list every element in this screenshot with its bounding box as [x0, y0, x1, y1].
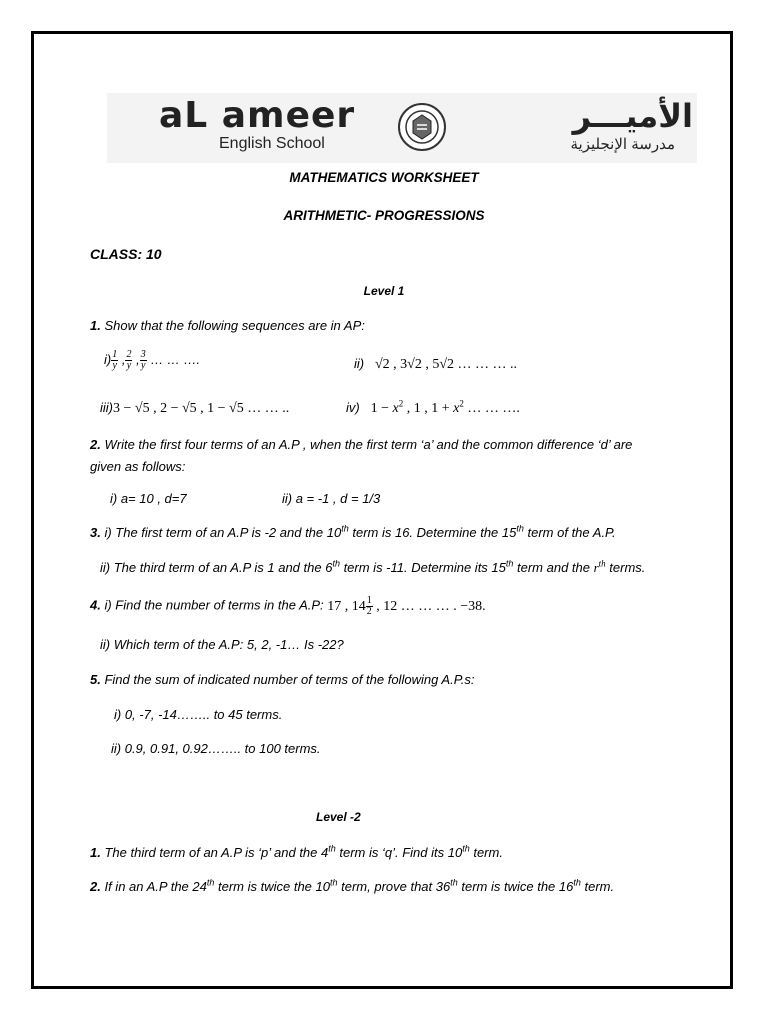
level1-q3-ii: ii) The third term of an A.P is 1 and the 6th term is -11. Determine its 15th term and the $r^{th}$ terms.: [100, 558, 646, 575]
level1-q2-i: i) a= 10 , d=7: [110, 491, 187, 506]
level1-q2-ii: ii) a = -1 , d = 1/3: [282, 491, 381, 506]
logo-arabic-subtitle: مدرسة الإنجليزية: [570, 136, 675, 153]
level1-q1-text: 1. Show that the following sequences are in AP:: [90, 318, 365, 333]
level1-q5-ii: ii) 0.9, 0.91, 0.92…….. to 100 terms.: [111, 741, 321, 756]
worksheet-title: MATHEMATICS WORKSHEET: [289, 170, 479, 185]
class-label: CLASS: 10: [90, 246, 162, 262]
logo-arabic: الأميـــر: [572, 97, 693, 135]
level2-q2: 2. If in an A.P the 24th term is twice the 10th term, prove that 36th term is twice the 16th term.: [90, 877, 615, 894]
level1-q1-iv: iv) $1 - x^2$ , 1 , $1 + x^2$ … … ….: [346, 398, 520, 416]
logo-english: aL ameer: [159, 95, 356, 136]
level1-q2-text: 2. Write the first four terms of an A.P , when the first term ‘a’ and the common difference ‘d’ are given as follows:: [90, 437, 633, 474]
worksheet-subtitle: ARITHMETIC- PROGRESSIONS: [283, 208, 485, 223]
logo-english-subtitle: English School: [219, 135, 325, 152]
level1-q1-i: i) $\frac{1}{y}$ , $\frac{2}{y}$ , $\frac{3}{y}$ … … ….: [104, 349, 201, 371]
level1-q1-iii: iii)3 − √5 , 2 − √5 , 1 − √5 … … ..: [100, 400, 290, 416]
level1-heading: Level 1: [363, 284, 405, 298]
level1-q4-ii: ii) Which term of the A.P: 5, 2, -1… Is -22?: [100, 637, 344, 652]
level1-q1-ii: ii) √2 , 3√2 , 5√2 … … … ..: [354, 356, 518, 372]
level1-q4-i: 4. i) Find the number of terms in the A.P: 17 , 14 $\frac{1}{2}$ , 12 … … … . −38.: [90, 595, 486, 617]
level2-heading: Level -2: [316, 810, 361, 824]
level2-q1: 1. The third term of an A.P is ‘p’ and the 4th term is ‘q’. Find its 10th term.: [90, 843, 503, 860]
level1-q3-i: 3. i) The first term of an A.P is -2 and the 10th term is 16. Determine the 15th term of the A.P.: [90, 523, 616, 540]
level1-q5-text: 5. Find the sum of indicated number of terms of the following A.P.s:: [90, 672, 475, 687]
school-crest-icon: [397, 101, 447, 153]
level1-q5-i: i) 0, -7, -14…….. to 45 terms.: [114, 707, 283, 722]
school-logo-banner: [107, 93, 697, 163]
